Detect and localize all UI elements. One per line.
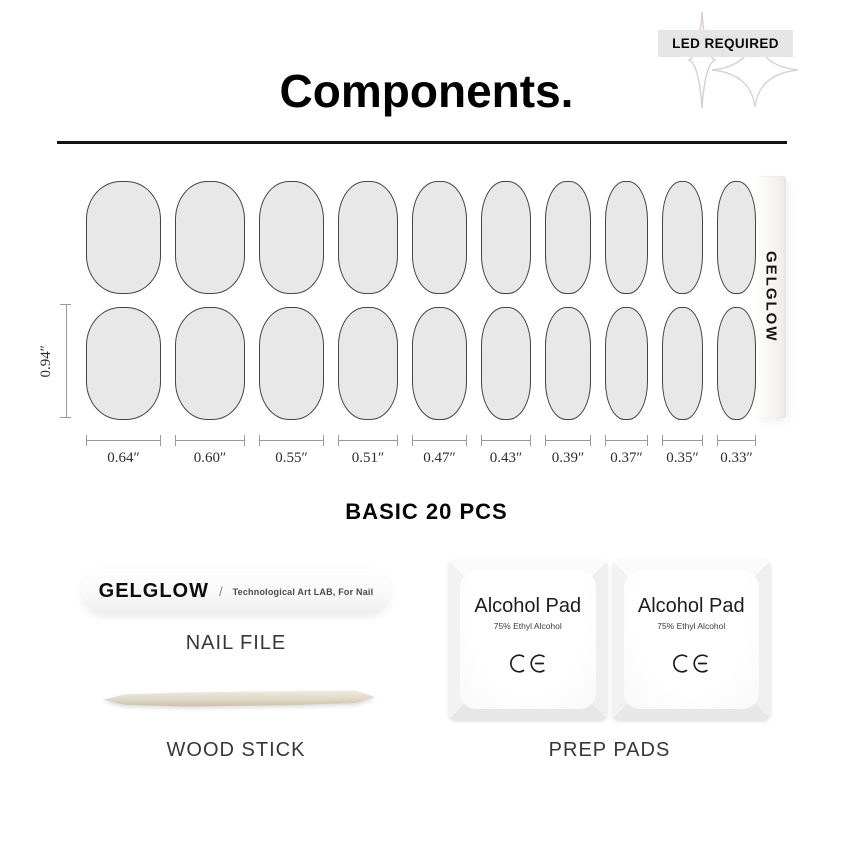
wood-stick-shape [103, 690, 375, 708]
nail-strip [545, 307, 591, 420]
nail-strip [481, 307, 531, 420]
alcohol-pad-subtitle: 75% Ethyl Alcohol [657, 621, 726, 631]
nail-strip [481, 181, 531, 294]
led-required-badge [658, 30, 793, 57]
alcohol-pad-title: Alcohol Pad [637, 595, 745, 617]
nail-strip [717, 181, 756, 294]
width-dimension-label: 0.60″ [193, 450, 227, 466]
width-dimension-line [717, 435, 756, 446]
alcohol-pad-subtitle: 75% Ethyl Alcohol [493, 621, 562, 631]
width-dimension-line [338, 435, 398, 446]
nail-strip [605, 181, 648, 294]
piece-count-label: BASIC 20 PCS [345, 499, 508, 524]
width-dimension-label: 0.51″ [351, 450, 385, 466]
nail-strip [662, 181, 703, 294]
nail-file-tagline: Technological Art LAB, For Nail [232, 586, 374, 597]
width-dimension-line [605, 435, 648, 446]
width-dimension-label: 0.64″ [107, 450, 140, 466]
width-dimension-label: 0.37″ [610, 450, 643, 466]
width-dimension-label: 0.47″ [423, 450, 456, 466]
nail-column [717, 181, 756, 467]
page-title: Components. [279, 65, 574, 117]
nail-strip [175, 307, 245, 420]
nail-strip [662, 307, 703, 420]
nail-file-brand: GELGLOW [98, 580, 209, 602]
nail-strip [175, 181, 245, 294]
nail-column [175, 181, 245, 467]
nail-strip [259, 181, 324, 294]
prep-pads-packets [448, 559, 771, 721]
width-dimension-line [481, 435, 531, 446]
nail-column [662, 181, 703, 467]
alcohol-pad-packet [448, 559, 608, 721]
width-dimension-line [412, 435, 467, 446]
nail-column [481, 181, 531, 467]
divider-line [57, 141, 787, 144]
width-dimension-label: 0.35″ [666, 450, 699, 466]
nail-columns [86, 181, 756, 467]
nail-file-image [82, 569, 390, 614]
height-dimension [38, 305, 71, 417]
wood-stick-caption: WOOD STICK [166, 739, 306, 761]
nail-strip [86, 181, 161, 294]
width-dimension-line [259, 435, 324, 446]
gelglow-backing-strip [756, 176, 786, 418]
width-dimension-label: 0.43″ [489, 450, 523, 466]
ce-mark-icon [670, 653, 712, 679]
width-dimension-line [545, 435, 591, 446]
ce-mark-icon [507, 653, 549, 679]
nail-strip [412, 307, 467, 420]
prep-pads-caption: PREP PADS [548, 739, 671, 761]
alcohol-pad-title: Alcohol Pad [474, 595, 582, 617]
nail-strip [545, 181, 591, 294]
nail-strip [412, 181, 467, 294]
nail-column [605, 181, 648, 467]
width-dimension-label: 0.39″ [551, 450, 585, 466]
nail-strip [717, 307, 756, 420]
width-dimension-line [175, 435, 245, 446]
nail-strip [259, 307, 324, 420]
backing-brand-label: GELGLOW [762, 251, 780, 343]
nail-column [412, 181, 467, 467]
nail-file-caption: NAIL FILE [185, 632, 287, 654]
led-required-label: LED REQUIRED [672, 36, 779, 51]
width-dimension-line [86, 435, 161, 446]
nail-strip [605, 307, 648, 420]
alcohol-pad-packet [612, 559, 772, 721]
alcohol-pad-face [460, 571, 596, 709]
width-dimension-line [662, 435, 703, 446]
nail-strip [338, 307, 398, 420]
nail-strip [338, 181, 398, 294]
wood-stick-image [103, 690, 375, 708]
nail-column [545, 181, 591, 467]
nail-column [338, 181, 398, 467]
height-dimension-line [60, 304, 71, 418]
alcohol-pad-face [624, 571, 760, 709]
nail-strip [86, 307, 161, 420]
nail-file-separator: / [218, 584, 223, 599]
height-dimension-label: 0.94″ [38, 344, 54, 378]
width-dimension-label: 0.33″ [720, 450, 753, 466]
nail-column [259, 181, 324, 467]
nail-column [86, 181, 161, 467]
width-dimension-label: 0.55″ [275, 450, 308, 466]
